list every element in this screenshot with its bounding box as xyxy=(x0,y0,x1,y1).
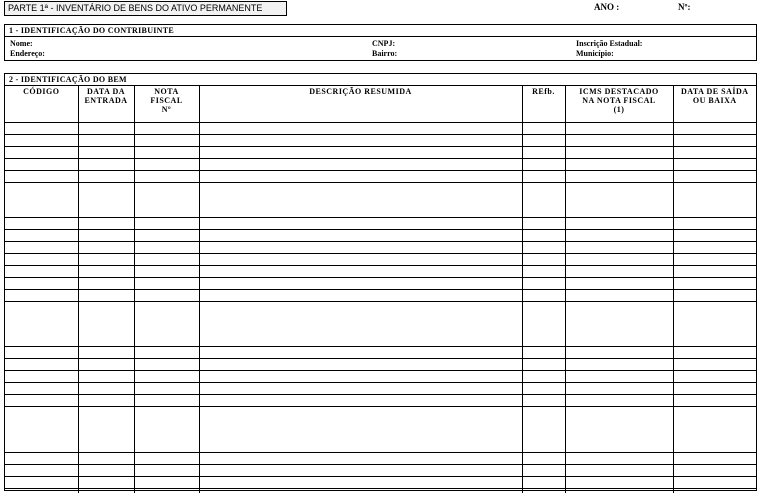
table-cell xyxy=(673,146,756,158)
endereco-label: Endereço: xyxy=(10,49,45,58)
table-row xyxy=(5,406,756,452)
table-cell xyxy=(134,476,199,488)
table-cell xyxy=(199,476,522,488)
table-cell xyxy=(522,158,565,170)
table-cell xyxy=(134,241,199,253)
table-row xyxy=(5,370,756,382)
table-cell xyxy=(565,241,673,253)
table-cell xyxy=(78,452,134,464)
table-cell xyxy=(78,241,134,253)
table-cell xyxy=(78,358,134,370)
table-cell xyxy=(78,289,134,301)
table-cell xyxy=(199,134,522,146)
table-cell xyxy=(134,394,199,406)
table-cell xyxy=(5,464,78,476)
table-row xyxy=(5,241,756,253)
table-cell xyxy=(199,394,522,406)
table-cell xyxy=(673,241,756,253)
table-cell xyxy=(199,464,522,476)
table-cell xyxy=(565,488,673,493)
col-data-saida-header: DATA DE SAÍDA OU BAIXA xyxy=(673,86,756,122)
table-cell xyxy=(78,346,134,358)
table-cell xyxy=(134,122,199,134)
table-cell xyxy=(5,170,78,182)
table-cell xyxy=(134,301,199,346)
table-cell xyxy=(522,146,565,158)
table-row xyxy=(5,158,756,170)
table-row xyxy=(5,229,756,241)
table-cell xyxy=(199,158,522,170)
col-codigo-header: CÓDIGO xyxy=(5,86,78,122)
table-cell xyxy=(522,265,565,277)
table-cell xyxy=(134,488,199,493)
table-cell xyxy=(522,370,565,382)
table-cell xyxy=(5,370,78,382)
table-cell xyxy=(673,346,756,358)
table-cell xyxy=(78,394,134,406)
table-cell xyxy=(78,134,134,146)
table-cell xyxy=(78,253,134,265)
table-cell xyxy=(522,301,565,346)
table-cell xyxy=(5,301,78,346)
table-cell xyxy=(565,277,673,289)
table-cell xyxy=(199,452,522,464)
table-cell xyxy=(565,134,673,146)
table-cell xyxy=(78,406,134,452)
nome-label: Nome: xyxy=(10,39,33,48)
section-bem xyxy=(4,73,757,491)
table-cell xyxy=(134,134,199,146)
table-cell xyxy=(78,158,134,170)
table-cell xyxy=(673,122,756,134)
table-cell xyxy=(522,241,565,253)
table-cell xyxy=(199,382,522,394)
table-cell xyxy=(199,301,522,346)
section-contribuinte-title: 1 - IDENTIFICAÇÃO DO CONTRIBUINTE xyxy=(5,25,756,37)
table-cell xyxy=(78,217,134,229)
table-cell xyxy=(134,358,199,370)
table-cell xyxy=(673,358,756,370)
table-row xyxy=(5,277,756,289)
section-bem-title: 2 - IDENTIFICAÇÃO DO BEM xyxy=(5,74,756,86)
inventory-table xyxy=(5,86,756,493)
table-cell xyxy=(673,370,756,382)
table-cell xyxy=(673,170,756,182)
table-cell xyxy=(199,370,522,382)
table-cell xyxy=(522,406,565,452)
table-cell xyxy=(565,146,673,158)
table-cell xyxy=(565,289,673,301)
ano-label: ANO : xyxy=(594,2,620,12)
table-cell xyxy=(5,358,78,370)
table-cell xyxy=(199,277,522,289)
table-row xyxy=(5,217,756,229)
table-cell xyxy=(522,488,565,493)
table-cell xyxy=(134,217,199,229)
table-cell xyxy=(199,170,522,182)
table-cell xyxy=(134,265,199,277)
col-icms-header: ICMS DESTACADO NA NOTA FISCAL (1) xyxy=(565,86,673,122)
table-row xyxy=(5,346,756,358)
table-cell xyxy=(199,229,522,241)
inscricao-estadual-label: Inscrição Estadual: xyxy=(576,39,643,48)
table-cell xyxy=(134,452,199,464)
table-cell xyxy=(199,122,522,134)
table-cell xyxy=(199,253,522,265)
table-cell xyxy=(134,346,199,358)
table-cell xyxy=(565,406,673,452)
table-cell xyxy=(199,346,522,358)
table-cell xyxy=(78,382,134,394)
table-cell xyxy=(134,464,199,476)
table-cell xyxy=(522,122,565,134)
table-cell xyxy=(78,277,134,289)
table-cell xyxy=(134,229,199,241)
table-cell xyxy=(134,382,199,394)
table-cell xyxy=(78,464,134,476)
municipio-label: Município: xyxy=(576,49,614,58)
table-cell xyxy=(78,265,134,277)
table-cell xyxy=(5,289,78,301)
table-cell xyxy=(134,182,199,217)
table-cell xyxy=(565,346,673,358)
table-cell xyxy=(673,253,756,265)
col-ref-header: REfb. xyxy=(522,86,565,122)
table-cell xyxy=(522,182,565,217)
inventory-table-body xyxy=(5,122,756,493)
table-cell xyxy=(673,488,756,493)
table-cell xyxy=(673,476,756,488)
table-cell xyxy=(78,476,134,488)
table-row xyxy=(5,488,756,493)
bairro-label: Bairro: xyxy=(372,49,398,58)
table-cell xyxy=(5,476,78,488)
table-cell xyxy=(673,289,756,301)
table-cell xyxy=(673,382,756,394)
table-cell xyxy=(134,370,199,382)
table-cell xyxy=(78,146,134,158)
table-cell xyxy=(134,253,199,265)
form-title: PARTE 1ª - INVENTÁRIO DE BENS DO ATIVO PERMANENTE xyxy=(4,1,287,16)
table-cell xyxy=(522,358,565,370)
col-nota-fiscal-header: NOTA FISCAL Nº xyxy=(134,86,199,122)
table-cell xyxy=(522,277,565,289)
page-header xyxy=(0,0,758,18)
table-cell xyxy=(673,452,756,464)
table-cell xyxy=(78,182,134,217)
table-cell xyxy=(5,265,78,277)
table-cell xyxy=(5,406,78,452)
table-row xyxy=(5,182,756,217)
table-cell xyxy=(565,170,673,182)
table-cell xyxy=(522,253,565,265)
table-cell xyxy=(199,358,522,370)
table-row xyxy=(5,170,756,182)
table-cell xyxy=(199,265,522,277)
table-cell xyxy=(565,217,673,229)
table-cell xyxy=(565,370,673,382)
table-cell xyxy=(522,394,565,406)
table-cell xyxy=(134,406,199,452)
table-cell xyxy=(78,170,134,182)
table-cell xyxy=(673,301,756,346)
table-cell xyxy=(565,253,673,265)
col-data-entrada-header: DATA DA ENTRADA xyxy=(78,86,134,122)
table-row xyxy=(5,452,756,464)
table-cell xyxy=(565,452,673,464)
table-cell xyxy=(134,146,199,158)
table-cell xyxy=(5,277,78,289)
table-cell xyxy=(522,229,565,241)
table-cell xyxy=(5,146,78,158)
table-cell xyxy=(522,464,565,476)
table-row xyxy=(5,253,756,265)
table-cell xyxy=(134,170,199,182)
table-cell xyxy=(78,301,134,346)
table-row xyxy=(5,382,756,394)
table-cell xyxy=(565,182,673,217)
cnpj-label: CNPJ: xyxy=(372,39,396,48)
table-cell xyxy=(522,289,565,301)
table-cell xyxy=(673,406,756,452)
table-cell xyxy=(78,229,134,241)
table-cell xyxy=(673,158,756,170)
table-cell xyxy=(78,370,134,382)
table-cell xyxy=(5,382,78,394)
table-cell xyxy=(5,229,78,241)
table-cell xyxy=(522,346,565,358)
table-row xyxy=(5,301,756,346)
col-descricao-header: DESCRIÇÃO RESUMIDA xyxy=(199,86,522,122)
table-cell xyxy=(134,277,199,289)
table-cell xyxy=(673,229,756,241)
table-cell xyxy=(199,289,522,301)
table-cell xyxy=(565,301,673,346)
table-cell xyxy=(5,253,78,265)
section-contribuinte xyxy=(4,24,757,61)
table-cell xyxy=(5,241,78,253)
table-cell xyxy=(673,182,756,217)
table-cell xyxy=(565,122,673,134)
table-cell xyxy=(5,158,78,170)
numero-label: Nº: xyxy=(678,2,691,12)
table-cell xyxy=(673,464,756,476)
table-row xyxy=(5,358,756,370)
table-cell xyxy=(565,394,673,406)
table-row xyxy=(5,265,756,277)
table-cell xyxy=(522,170,565,182)
table-row xyxy=(5,289,756,301)
table-row xyxy=(5,476,756,488)
table-header-row xyxy=(5,86,756,122)
table-cell xyxy=(522,134,565,146)
table-cell xyxy=(78,122,134,134)
table-cell xyxy=(199,241,522,253)
table-cell xyxy=(134,158,199,170)
table-row xyxy=(5,134,756,146)
table-cell xyxy=(673,277,756,289)
table-cell xyxy=(565,229,673,241)
table-cell xyxy=(565,358,673,370)
table-cell xyxy=(5,452,78,464)
table-cell xyxy=(5,134,78,146)
table-cell xyxy=(5,217,78,229)
table-cell xyxy=(565,476,673,488)
table-cell xyxy=(199,406,522,452)
table-cell xyxy=(5,122,78,134)
table-row xyxy=(5,464,756,476)
table-cell xyxy=(565,265,673,277)
table-cell xyxy=(673,134,756,146)
table-cell xyxy=(673,394,756,406)
table-cell xyxy=(673,217,756,229)
table-cell xyxy=(673,265,756,277)
table-cell xyxy=(5,346,78,358)
table-cell xyxy=(199,182,522,217)
table-cell xyxy=(78,488,134,493)
table-cell xyxy=(565,382,673,394)
table-cell xyxy=(522,452,565,464)
table-row xyxy=(5,122,756,134)
table-cell xyxy=(199,146,522,158)
table-row xyxy=(5,146,756,158)
table-cell xyxy=(565,158,673,170)
table-cell xyxy=(565,464,673,476)
table-cell xyxy=(522,382,565,394)
table-cell xyxy=(5,394,78,406)
table-cell xyxy=(5,488,78,493)
table-cell xyxy=(199,488,522,493)
table-cell xyxy=(199,217,522,229)
table-cell xyxy=(134,289,199,301)
table-cell xyxy=(5,182,78,217)
table-cell xyxy=(522,217,565,229)
table-row xyxy=(5,394,756,406)
table-cell xyxy=(522,476,565,488)
